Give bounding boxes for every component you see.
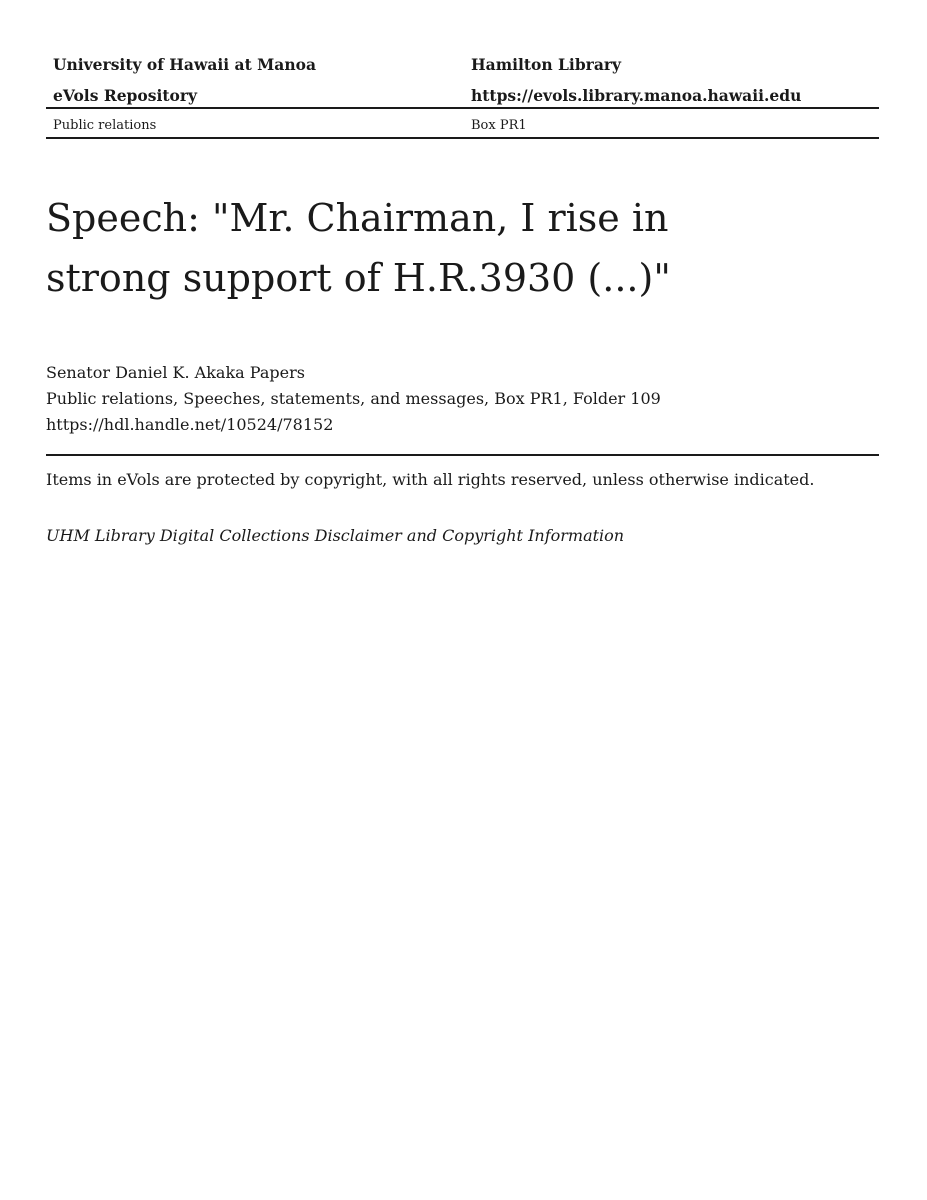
- footer-divider: [46, 454, 879, 456]
- series-divider: [46, 137, 879, 139]
- box-label: Box PR1: [471, 118, 527, 133]
- cover-page: [46, 0, 879, 1200]
- repository-url: https://evols.library.manoa.hawaii.edu: [471, 86, 802, 105]
- repository-name: eVols Repository: [53, 86, 198, 105]
- document-title: Speech: "Mr. Chairman, I rise in strong support of H.R.3930 (...)": [46, 196, 671, 300]
- series-label: Public relations: [53, 118, 157, 133]
- institution-name: University of Hawaii at Manoa: [53, 55, 316, 74]
- header-divider: [46, 107, 879, 109]
- collection-name: Senator Daniel K. Akaka Papers: [46, 363, 305, 382]
- series-row: [46, 115, 879, 137]
- folder-location: Public relations, Speeches, statements, and messages, Box PR1, Folder 109: [46, 389, 661, 408]
- header-row-top: [46, 52, 879, 82]
- document-metadata: [46, 360, 879, 438]
- library-name: Hamilton Library: [471, 55, 622, 74]
- handle-url: https://hdl.handle.net/10524/78152: [46, 415, 334, 434]
- copyright-notice: Items in eVols are protected by copyright, with all rights reserved, unless otherwise indicated.: [46, 470, 815, 489]
- disclaimer-link[interactable]: UHM Library Digital Collections Disclaimer and Copyright Information: [46, 526, 625, 545]
